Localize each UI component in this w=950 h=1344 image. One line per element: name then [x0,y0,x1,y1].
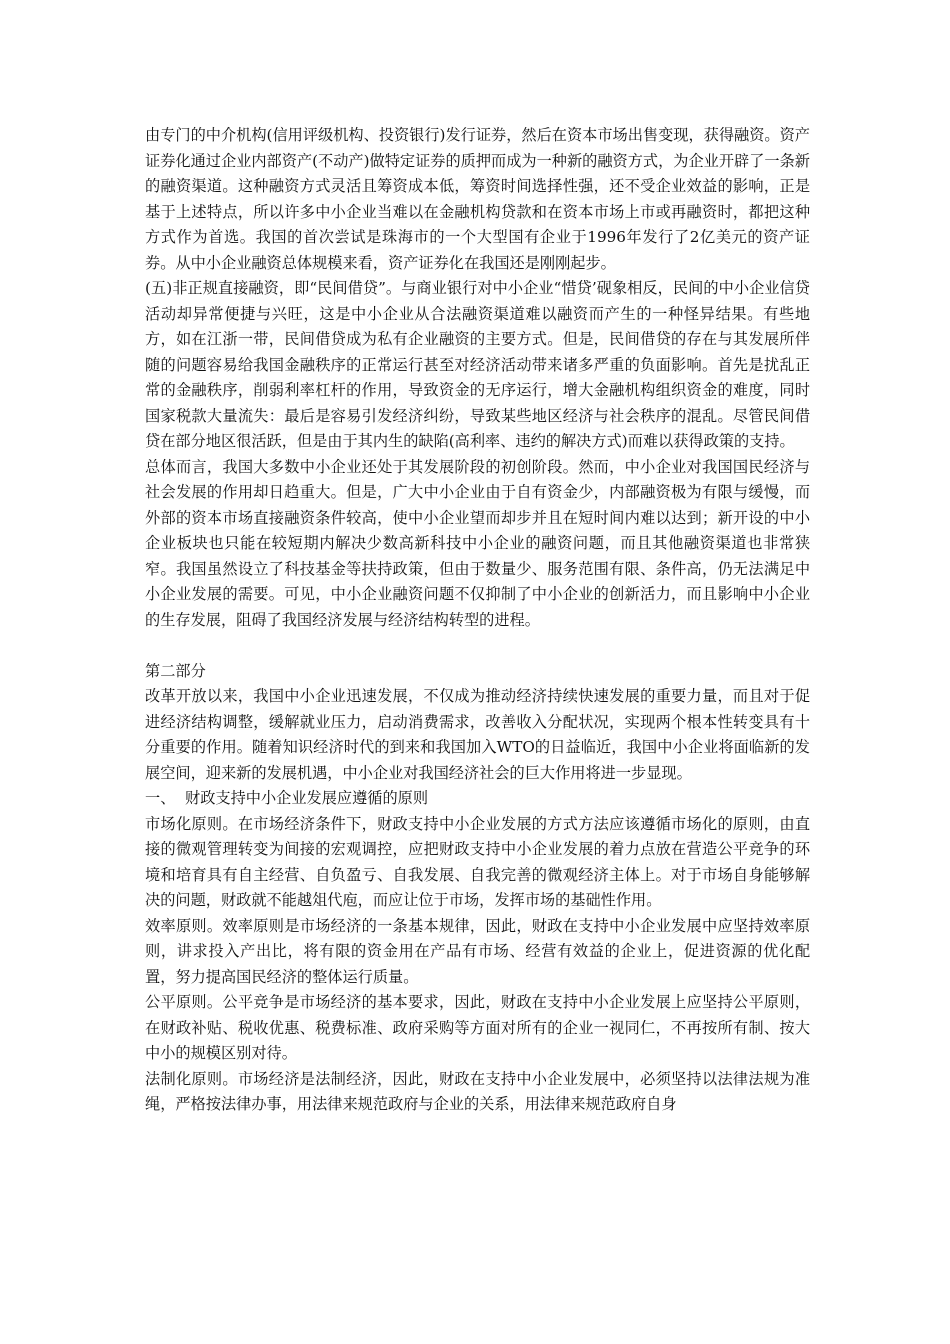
paragraph-reform-intro: 改革开放以来，我国中小企业迅速发展，不仅成为推动经济持续快速发展的重要力量，而且对于促进经济结构调整，缓解就业压力，启动消费需求，改善收入分配状况，实现两个根本性转变具有十分重要的作用。随着知识经济时代的到来和我国加入WTO的日益临近，我国中小企业将面临新的发展空间，迎来新的发展机遇，中小企业对我国经济社会的巨大作用将进一步显现。 [145,687,810,782]
section-title: 第二部分 [145,661,206,680]
paragraph-efficiency-principle: 效率原则。效率原则是市场经济的一条基本规律，因此，财政在支持中小企业发展中应坚持效率原则，讲求投入产出比，将有限的资金用在产品有市场、经营有效益的企业上，促进资源的优化配置，努力提高国民经济的整体运行质量。 [145,916,810,986]
document-page [145,123,810,1118]
paragraph-private-lending: (五)非正规直接融资，即“民间借贷”。与商业银行对中小企业“惜贷’砚象相反，民间的中小企业信贷活动却异常便捷与兴旺，这是中小企业从合法融资渠道难以融资而产生的一种怪异结果。有些地方，如在江浙一带，民间借贷成为私有企业融资的主要方式。但是，民间借贷的存在与其发展所伴随的问题容易给我国金融秩序的正常运行甚至对经济活动带来诸多严重的负面影响。首先是扰乱正常的金融秩序，削弱利率杠杆的作用，导致资金的无序运行，增大金融机构组织资金的难度，同时国家税款大量流失：最后是容易引发经济纠纷，导致某些地区经济与社会秩序的混乱。尽管民间借贷在部分地区很活跃，但是由于其内生的缺陷(高利率、违约的解决方式)而难以获得政策的支持。 [145,279,810,450]
blank-line [145,633,810,659]
subheading-text: 财政支持中小企业发展应遵循的原则 [185,789,428,807]
paragraph-summary: 总体而言，我国大多数中小企业还处于其发展阶段的初创阶段。然而，中小企业对我国国民经济与社会发展的作用却日趋重大。但是，广大中小企业由于自有资金少，内部融资极为有限与缓慢，而外部的资本市场直接融资条件较高，使中小企业望而却步并且在短时间内难以达到；新开设的中小企业板块也只能在较短期内解决少数高新科技中小企业的融资问题，而且其他融资渠道也非常狭窄。我国虽然设立了科技基金等扶持政策，但由于数量少、服务范围有限、条件高，仍无法满足中小企业发展的需要。可见，中小企业融资问题不仅抑制了中小企业的创新活力，而且影响中小企业的生存发展，阻碍了我国经济发展与经济结构转型的进程。 [145,457,810,629]
subheading-number: 一、 [145,789,176,807]
subheading-principles [145,786,810,812]
paragraph-asset-securitization: 由专门的中介机构(信用评级机构、投资银行)发行证券，然后在资本市场出售变现，获得融资。资产证券化通过企业内部资产(不动产)做特定证券的质押而成为一种新的融资方式，为企业开辟了一条新的融资渠道。这种融资方式灵活且筹资成本低，筹资时间选择性强，还不受企业效益的影响，正是基于上述特点，所以许多中小企业当难以在金融机构贷款和在资本市场上市或再融资时，都把这种方式作为首选。我国的首次尝试是珠海市的一个大型国有企业于1996年发行了2亿美元的资产证券。从中小企业融资总体规模来看，资产证券化在我国还是刚刚起步。 [145,126,810,272]
paragraph-market-principle: 市场化原则。在市场经济条件下，财政支持中小企业发展的方式方法应该遵循市场化的原则，由直接的微观管理转变为间接的宏观调控，应把财政支持中小企业发展的着力点放在营造公平竞争的环境和培育具有自主经营、自负盈亏、自我发展、自我完善的微观经济主体上。对于市场自身能够解决的问题，财政就不能越俎代庖，而应让位于市场，发挥市场的基础性作用。 [145,814,810,909]
paragraph-fairness-principle: 公平原则。公平竞争是市场经济的基本要求，因此，财政在支持中小企业发展上应坚持公平原则，在财政补贴、税收优惠、税费标准、政府采购等方面对所有的企业一视同仁，不再按所有制、按大中小的规模区别对待。 [145,993,810,1062]
paragraph-legal-principle: 法制化原则。市场经济是法制经济，因此，财政在支持中小企业发展中，必须坚持以法律法规为准绳，严格按法律办事，用法律来规范政府与企业的关系，用法律来规范政府自身 [145,1069,810,1113]
